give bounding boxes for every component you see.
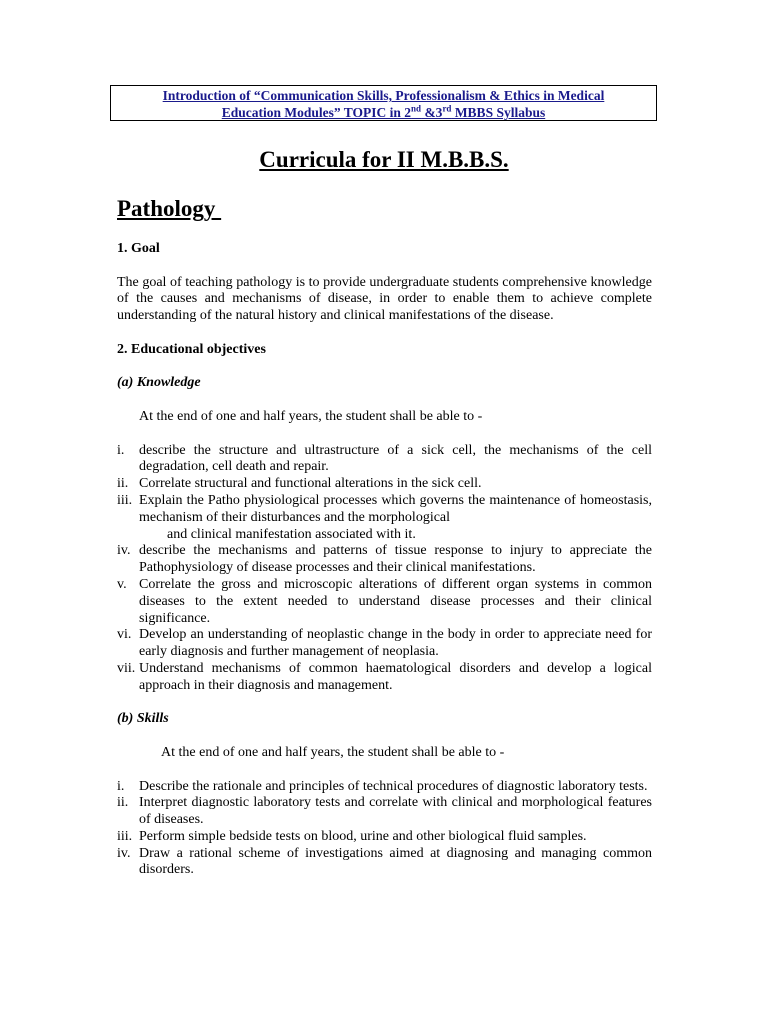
list-item: vii. Understand mechanisms of common haematological disorders and develop a logical approach in their diagnosis and management. (117, 660, 652, 693)
list-item: i. describe the structure and ultrastructure of a sick cell, the mechanisms of the cell degradation, cell death and repair. (117, 442, 652, 475)
knowledge-heading: (a) Knowledge (117, 375, 201, 391)
header-box (110, 85, 657, 121)
skills-lead: At the end of one and half years, the student shall be able to - (161, 744, 505, 760)
list-item: ii. Interpret diagnostic laboratory tests and correlate with clinical and morphological features of diseases. (117, 795, 652, 828)
skills-list (117, 779, 652, 880)
objectives-heading: 2. Educational objectives (117, 341, 266, 357)
knowledge-list (117, 443, 652, 695)
list-item: v. Correlate the gross and microscopic alterations of different organ systems in common diseases to the extent needed to understand disease processes and their clinical significance. (117, 576, 652, 626)
list-item: iv. describe the mechanisms and patterns of tissue response to injury to appreciate the Pathophysiology of disease processes and their clinical manifestations. (117, 543, 652, 576)
skills-heading: (b) Skills (117, 711, 169, 727)
list-item: ii. Correlate structural and functional alterations in the sick cell. (117, 476, 482, 492)
goal-heading: 1. Goal (117, 241, 160, 256)
header-line-2: Education Modules” TOPIC in 2nd &3rd MBBS Syllabus (221, 103, 546, 120)
document-body (117, 241, 652, 879)
list-item: iv. Draw a rational scheme of investigations aimed at diagnosing and managing common disorders. (117, 845, 652, 878)
page-title: Curricula for II M.B.B.S. (259, 147, 509, 172)
list-item: vi. Develop an understanding of neoplastic change in the body in order to appreciate need for early diagnosis and further management of neoplasia. (117, 627, 652, 660)
header-line-1: Introduction of “Communication Skills, Professionalism & Ethics in Medical (162, 88, 605, 103)
goal-text: The goal of teaching pathology is to provide undergraduate students comprehensive knowledge of the causes and mechanisms of disease, in order to enable them to achieve complete understanding of the natural history and clinical manifestations of the disease. (117, 274, 652, 324)
list-item: i. Describe the rationale and principles of technical procedures of diagnostic laboratory tests. (117, 778, 648, 794)
list-item: iii. Explain the Patho physiological processes which governs the maintenance of homeostasis, mechanism of their disturbances and the morphological and clinical manifestation associated with it. (117, 492, 652, 542)
knowledge-lead: At the end of one and half years, the student shall be able to - (139, 408, 483, 424)
section-title: Pathology (117, 196, 222, 221)
list-item: iii. Perform simple bedside tests on blood, urine and other biological fluid samples. (117, 828, 587, 844)
